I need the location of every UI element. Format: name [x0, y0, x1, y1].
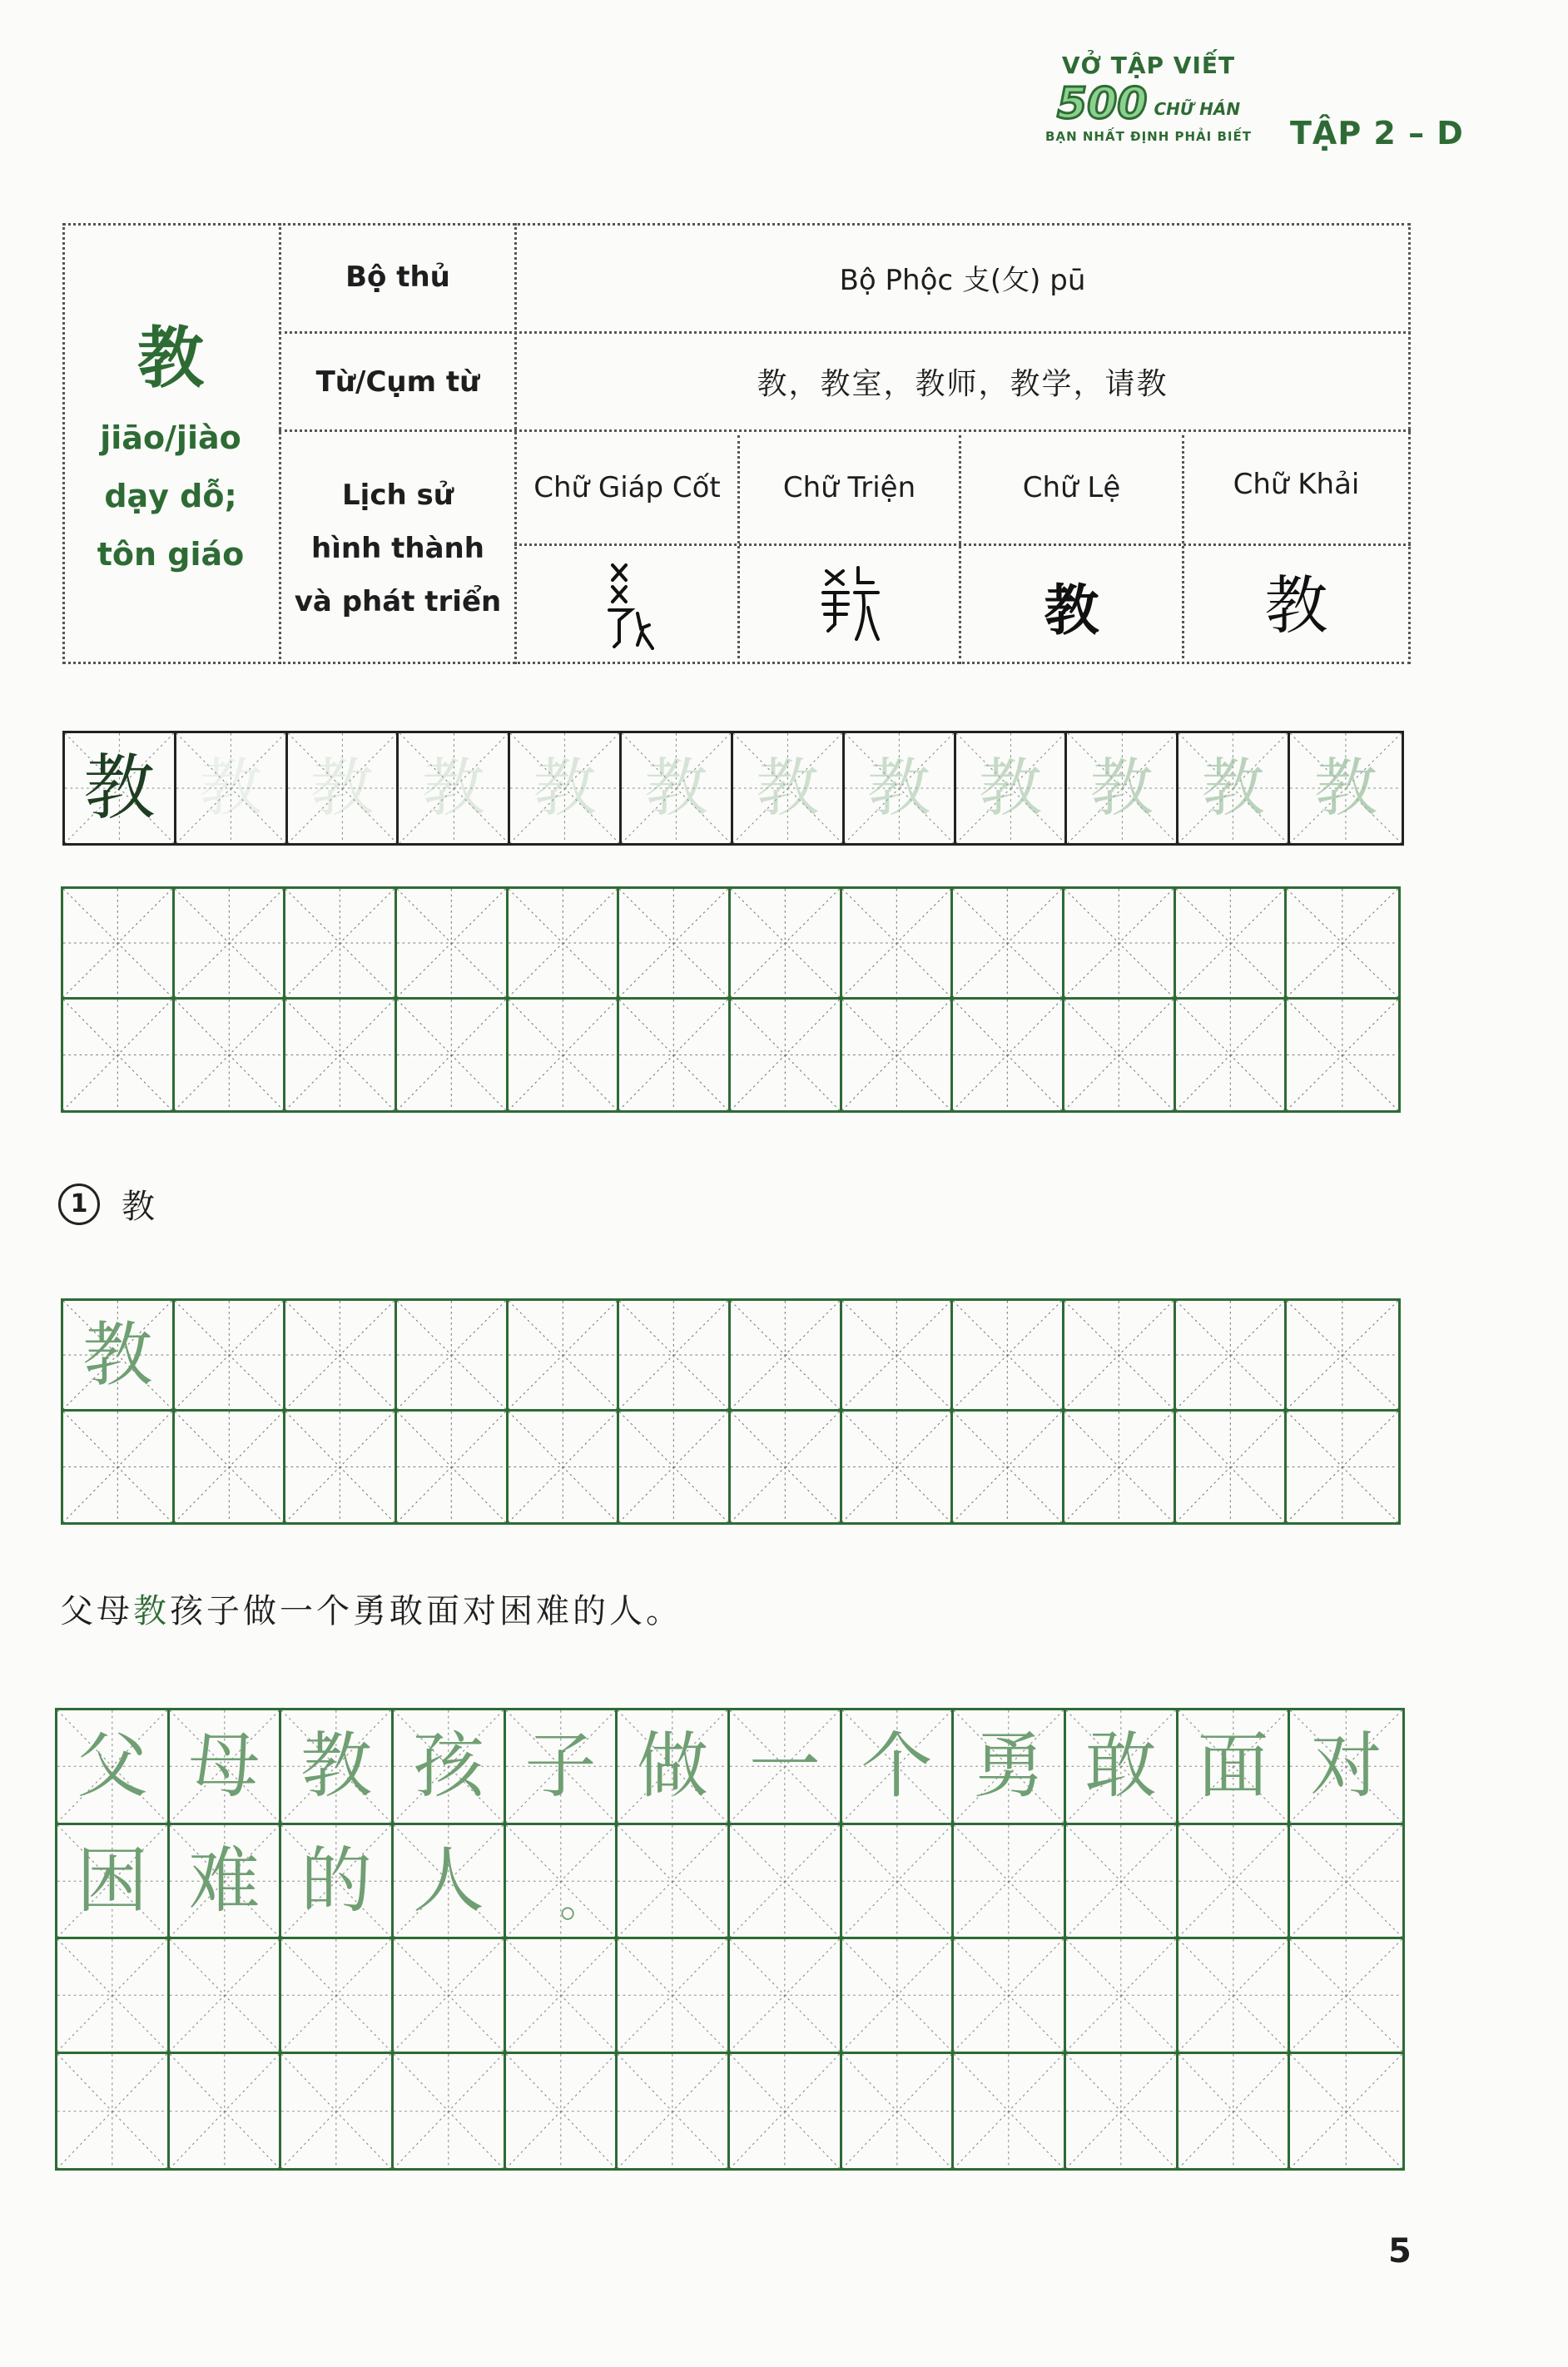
- stroke-step-char: 教: [979, 751, 1043, 825]
- sentence-practice-cell[interactable]: [281, 1939, 394, 2054]
- practice-cell[interactable]: [175, 1412, 286, 1522]
- radical-value: Bộ Phộc 攴(攵) pū: [839, 263, 1086, 297]
- practice-cell[interactable]: [1287, 1301, 1398, 1412]
- practice-cell[interactable]: [1064, 1412, 1176, 1522]
- script-name-seal: Chữ Triện: [782, 471, 916, 504]
- history-label-line3: và phát triển: [294, 584, 502, 618]
- trace-char: 困: [76, 1839, 148, 1923]
- oracle-bone-glyph-drawing: [594, 555, 661, 655]
- script-name-oracle: Chữ Giáp Cốt: [533, 471, 721, 504]
- sentence-practice-cell[interactable]: [1178, 2054, 1291, 2169]
- trace-char: 母: [188, 1724, 261, 1809]
- sentence-practice-cell[interactable]: [281, 1710, 394, 1825]
- practice-grid-word: [61, 1298, 1401, 1525]
- trace-char: 教: [300, 1724, 373, 1809]
- volume-label: TẬP 2 – D: [1290, 115, 1464, 151]
- page-number: 5: [1388, 2232, 1412, 2270]
- sentence-practice-cell[interactable]: [954, 2054, 1066, 2169]
- regular-script-glyph: 教: [1264, 568, 1328, 643]
- sentence-practice-cell[interactable]: [506, 1710, 618, 1825]
- sentence-practice-cell[interactable]: [1178, 1939, 1291, 2054]
- series-word: CHỮ HÁN: [1154, 99, 1241, 119]
- series-number: 500: [1056, 79, 1148, 129]
- sentence-practice-cell[interactable]: [618, 1825, 730, 1940]
- seal-script-glyph-drawing: [816, 559, 883, 651]
- practice-cell[interactable]: [953, 889, 1064, 1000]
- practice-cell[interactable]: [1064, 1301, 1176, 1412]
- series-title: VỞ TẬP VIẾT: [1061, 52, 1236, 79]
- series-subtitle: BẠN NHẤT ĐỊNH PHẢI BIẾT: [1045, 129, 1252, 144]
- oracle-bone-glyph: [517, 546, 737, 664]
- stroke-step-char: 教: [533, 751, 597, 825]
- sentence-practice-cell[interactable]: [506, 1939, 618, 2054]
- stroke-step-char: 教: [199, 751, 263, 825]
- sentence-practice-cell[interactable]: [170, 1825, 282, 1940]
- script-name-regular: Chữ Khải: [1233, 467, 1360, 501]
- practice-cell[interactable]: [509, 889, 620, 1000]
- practice-cell[interactable]: [619, 1412, 731, 1522]
- practice-cell[interactable]: [1176, 1412, 1288, 1522]
- sentence-practice-cell[interactable]: [954, 1825, 1066, 1940]
- practice-cell[interactable]: [63, 1301, 175, 1412]
- practice-cell[interactable]: [731, 889, 842, 1000]
- practice-cell[interactable]: [397, 1000, 509, 1110]
- sentence-before: 父母: [60, 1592, 133, 1630]
- sentence-practice-cell[interactable]: [281, 1825, 394, 1940]
- sentence-practice-cell[interactable]: [394, 1939, 506, 2054]
- practice-cell[interactable]: [619, 1000, 731, 1110]
- sentence-practice-cell[interactable]: [1178, 1825, 1291, 1940]
- trace-char: 子: [524, 1724, 597, 1809]
- sentence-practice-cell[interactable]: [57, 2054, 170, 2169]
- sentence-practice-cell[interactable]: [170, 1710, 282, 1825]
- sentence-practice-cell[interactable]: [730, 1939, 842, 2054]
- stroke-order-cell[interactable]: [622, 733, 733, 843]
- entry-character: 教: [137, 318, 204, 397]
- sentence-practice-cell[interactable]: [506, 1825, 618, 1940]
- practice-cell[interactable]: [1287, 889, 1398, 1000]
- practice-cell[interactable]: [953, 1301, 1064, 1412]
- trace-char: 勇: [973, 1724, 1045, 1809]
- practice-cell[interactable]: [1064, 889, 1176, 1000]
- seal-script-glyph: [740, 546, 959, 664]
- sentence-practice-cell[interactable]: [1290, 1825, 1402, 1940]
- trace-char: 难: [188, 1839, 261, 1923]
- practice-cell[interactable]: [1176, 1000, 1288, 1110]
- practice-cell[interactable]: [619, 889, 731, 1000]
- practice-cell[interactable]: [285, 1412, 397, 1522]
- exercise-1-word: 教: [122, 1188, 155, 1226]
- history-label: [281, 432, 514, 664]
- practice-cell[interactable]: [1176, 1301, 1288, 1412]
- practice-cell[interactable]: [285, 1000, 397, 1110]
- practice-cell[interactable]: [619, 1301, 731, 1412]
- series-logo: [1036, 50, 1261, 166]
- practice-cell[interactable]: [731, 1301, 842, 1412]
- entry-summary: [62, 223, 279, 664]
- trace-char: 父: [76, 1724, 148, 1809]
- practice-cell[interactable]: [63, 1000, 175, 1110]
- practice-cell[interactable]: [731, 1412, 842, 1522]
- trace-char: 教: [82, 1314, 153, 1396]
- sentence-practice-cell[interactable]: [506, 2054, 618, 2169]
- practice-grid-character: [61, 886, 1401, 1113]
- sentence-practice-cell[interactable]: [394, 1710, 506, 1825]
- sentence-practice-cell[interactable]: [842, 1825, 955, 1940]
- stroke-model-char: 教: [83, 747, 156, 830]
- practice-cell[interactable]: [731, 1000, 842, 1110]
- stroke-step-char: 教: [421, 751, 485, 825]
- stroke-step-char: 教: [644, 751, 708, 825]
- trace-char: 的: [300, 1839, 373, 1923]
- trace-char: 做: [637, 1724, 709, 1809]
- stroke-order-cell[interactable]: [1178, 733, 1290, 843]
- sentence-practice-cell[interactable]: [1290, 1710, 1402, 1825]
- entry-meaning-1: dạy dỗ;: [104, 477, 237, 514]
- stroke-step-char: 教: [756, 751, 820, 825]
- practice-cell[interactable]: [842, 1000, 954, 1110]
- practice-cell[interactable]: [397, 1301, 509, 1412]
- stroke-step-char: 教: [867, 751, 931, 825]
- entry-pinyin: jiāo/jiào: [100, 419, 241, 456]
- stroke-order-cell[interactable]: [845, 733, 956, 843]
- practice-cell[interactable]: [953, 1412, 1064, 1522]
- script-name-clerical: Chữ Lệ: [1022, 471, 1121, 504]
- trace-char: 孩: [412, 1724, 484, 1809]
- sentence-practice-cell[interactable]: [730, 2054, 842, 2169]
- practice-cell[interactable]: [842, 1301, 954, 1412]
- sentence-practice-cell[interactable]: [57, 1710, 170, 1825]
- sentence-practice-cell[interactable]: [954, 1939, 1066, 2054]
- trace-char: 一: [748, 1724, 821, 1809]
- practice-cell[interactable]: [397, 889, 509, 1000]
- stroke-step-char: 教: [1201, 751, 1265, 825]
- practice-cell[interactable]: [842, 1412, 954, 1522]
- sentence-practice-cell[interactable]: [57, 1939, 170, 2054]
- practice-cell[interactable]: [175, 889, 286, 1000]
- clerical-script-glyph: 教: [1044, 577, 1099, 643]
- practice-cell[interactable]: [1287, 1000, 1398, 1110]
- sentence-practice-cell[interactable]: [394, 1825, 506, 1940]
- stroke-order-cell[interactable]: [65, 733, 176, 843]
- sentence-practice-cell[interactable]: [618, 1710, 730, 1825]
- stroke-order-strip: [62, 731, 1404, 846]
- history-label-line2: hình thành: [311, 531, 484, 565]
- sentence-practice-cell[interactable]: [281, 2054, 394, 2169]
- exercise-1-heading: [58, 1180, 155, 1228]
- sentence-practice-cell[interactable]: [618, 2054, 730, 2169]
- sentence-practice-cell[interactable]: [394, 2054, 506, 2169]
- trace-char: 敢: [1084, 1724, 1157, 1809]
- stroke-step-char: 教: [1089, 751, 1154, 825]
- sentence-practice-cell[interactable]: [730, 1710, 842, 1825]
- stroke-order-cell[interactable]: [510, 733, 622, 843]
- sentence-practice-cell[interactable]: [842, 1939, 955, 2054]
- practice-cell[interactable]: [842, 889, 954, 1000]
- sentence-practice-cell[interactable]: [1290, 2054, 1402, 2169]
- practice-cell[interactable]: [509, 1000, 620, 1110]
- stroke-step-char: 教: [1314, 751, 1378, 825]
- radical-label: Bộ thủ: [345, 261, 450, 294]
- practice-cell[interactable]: [1064, 1000, 1176, 1110]
- stroke-order-cell[interactable]: [288, 733, 399, 843]
- practice-cell[interactable]: [285, 889, 397, 1000]
- practice-cell[interactable]: [63, 1412, 175, 1522]
- practice-cell[interactable]: [397, 1412, 509, 1522]
- practice-cell[interactable]: [509, 1301, 620, 1412]
- trace-char: 面: [1197, 1724, 1269, 1809]
- sentence-practice-cell[interactable]: [170, 1939, 282, 2054]
- character-info-table: [62, 223, 1411, 664]
- words-label: Từ/Cụm từ: [315, 365, 480, 399]
- practice-cell[interactable]: [953, 1000, 1064, 1110]
- sentence-practice-cell[interactable]: [842, 2054, 955, 2169]
- words-value: 教，教室，教师，教学，请教: [757, 367, 1169, 401]
- entry-meaning-2: tôn giáo: [97, 535, 245, 573]
- stroke-order-cell[interactable]: [1068, 733, 1179, 843]
- sentence-practice-cell[interactable]: [1066, 2054, 1178, 2169]
- practice-cell[interactable]: [175, 1301, 286, 1412]
- trace-char: 个: [861, 1724, 933, 1809]
- sentence-practice-cell[interactable]: [1178, 1710, 1291, 1825]
- trace-char: 人: [412, 1839, 484, 1923]
- sentence-after: 孩子做一个勇敢面对困难的人。: [170, 1592, 682, 1630]
- exercise-number-badge: 1: [58, 1184, 100, 1225]
- practice-cell[interactable]: [285, 1301, 397, 1412]
- stroke-order-cell[interactable]: [733, 733, 845, 843]
- sentence-practice-cell[interactable]: [618, 1939, 730, 2054]
- stroke-order-cell[interactable]: [956, 733, 1068, 843]
- trace-char: 对: [1310, 1724, 1382, 1809]
- stroke-order-cell[interactable]: [176, 733, 288, 843]
- history-label-line1: Lịch sử: [342, 478, 454, 512]
- stroke-order-cell[interactable]: [399, 733, 511, 843]
- trace-char: 。: [559, 1873, 605, 1927]
- sentence-practice-cell[interactable]: [954, 1710, 1066, 1825]
- sentence-practice-cell[interactable]: [1066, 1825, 1178, 1940]
- sentence-practice-cell[interactable]: [730, 1825, 842, 1940]
- sentence-highlight: 教: [133, 1592, 170, 1630]
- practice-cell[interactable]: [1176, 889, 1288, 1000]
- stroke-order-cell[interactable]: [1290, 733, 1402, 843]
- sentence-practice-cell[interactable]: [1066, 1939, 1178, 2054]
- practice-cell[interactable]: [175, 1000, 286, 1110]
- example-sentence: [60, 1585, 682, 1632]
- practice-grid-sentence: [55, 1708, 1405, 2171]
- sentence-practice-cell[interactable]: [170, 2054, 282, 2169]
- practice-cell[interactable]: [63, 889, 175, 1000]
- practice-cell[interactable]: [1287, 1412, 1398, 1522]
- sentence-practice-cell[interactable]: [1290, 1939, 1402, 2054]
- sentence-practice-cell[interactable]: [1066, 1710, 1178, 1825]
- practice-cell[interactable]: [509, 1412, 620, 1522]
- sentence-practice-cell[interactable]: [842, 1710, 955, 1825]
- stroke-step-char: 教: [310, 751, 375, 825]
- sentence-practice-cell[interactable]: [57, 1825, 170, 1940]
